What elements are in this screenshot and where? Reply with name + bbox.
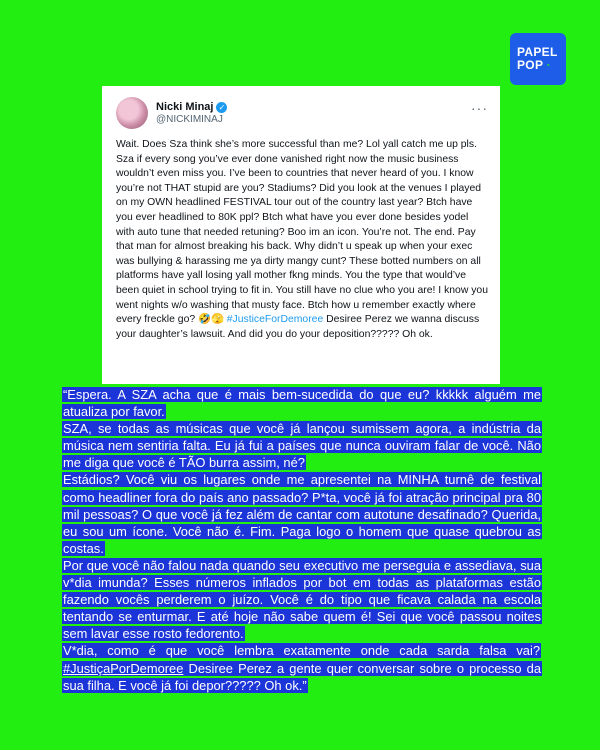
tweet-text [116, 138, 491, 342]
logo-line-pop: POP [517, 58, 544, 72]
hashtag-link[interactable]: #JusticeForDemoree [226, 314, 324, 326]
translation-text-5-end: Desiree Perez a gente quer conversar sobre o processo da sua filha. E você já foi depor????? Oh ok.” [63, 660, 541, 693]
more-options-icon[interactable]: ··· [471, 100, 488, 116]
translation-paragraph-2 [62, 420, 542, 471]
translation-hashtag: #JustiçaPorDemoree [63, 660, 184, 676]
translation-text-1: “Espera. A SZA acha que é mais bem-sucedida do que eu? kkkkk alguém me atualiza por favor. [63, 387, 541, 420]
author-handle[interactable]: @NICKIMINAJ [156, 114, 223, 125]
tweet-text-main: Wait. Does Sza think she’s more successful than me? Lol yall catch me up pls. Sza if every song you’ve ever done vanished right now the music business wouldn’t even miss you. I’ve been to countries that never heard of you. I know you’re not THAT stupid are you? Stadiums? Did you look at the venues I played on my OWN headlined FESTIVAL tour out of the country last year? Btch have you ever headlined to 80K ppl? Btch what have you ever done besides yodel with auto tune that needed retuning? Boo im an icon. You’re not. The end. Pay that man for almost breaking his back. Why didn’t u speak up when your exec was bullying & harassing me ya dirty mangy cunt? These botted numbers on all platforms have yall losing yall mother fkng minds. You the type that would’ve been quiet in school trying to fit in. You still have no clue who you are! I know you went nights w/o washing that musty face. Btch how u remember exactly where every freckle go? 🤣🫣 [116, 139, 491, 326]
translation-block [62, 386, 542, 694]
translation-paragraph-5 [62, 642, 542, 693]
logo-line-papel: PAPEL [517, 45, 558, 59]
translation-paragraph-3 [62, 471, 542, 556]
translation-paragraph-4 [62, 557, 542, 642]
translation-text-5 [62, 643, 542, 692]
translation-text-4: Por que você não falou nada quando seu executivo me perseguia e assediava, sua v*dia imunda? Esses números inflados por bot em todas as plataformas estão fazendo vocês perderem o juízo. Você é do tipo que ficava calada na escola tentando se enturmar. E até hoje não sabe quem é! Sei que você passou noites sem lavar esse rosto fedorento. [63, 557, 541, 642]
author-names [156, 101, 471, 125]
papel-pop-logo [510, 33, 566, 85]
tweet-card [102, 86, 500, 384]
tweet-header [116, 96, 488, 130]
logo-line-pop-row [517, 59, 550, 72]
signal-icon: ◔ [545, 61, 551, 70]
translation-text-5-start: V*dia, como é que você lembra exatamente onde cada sarda falsa vai? [63, 643, 540, 659]
translation-text-2: SZA, se todas as músicas que você já lançou sumissem agora, a indústria da música nem sentiria falta. Eu já fui a países que nunca ouviram falar de você. Não me diga que você é TÃO burra assim, né? [63, 421, 541, 471]
translation-paragraph-1 [62, 386, 542, 420]
tweet-text-end: Desiree Perez we wanna discuss your daughter’s lawsuit. And did you do your deposition????? Oh ok. [116, 314, 483, 340]
author-display-name[interactable]: Nicki Minaj [156, 101, 214, 113]
avatar[interactable] [116, 97, 148, 129]
verified-badge-icon: ✓ [216, 102, 227, 113]
translation-text-3: Estádios? Você viu os lugares onde me apresentei na MINHA turnê de festival como headliner fora do país ano passado? P*ta, você já foi atração principal pra 80 mil pessoas? O que você já fez além de cantar com autotune desafinado? Querida, eu sou um ícone. Você não é. Fim. Paga logo o homem que quase quebrou as costas. [63, 472, 541, 556]
name-row [156, 101, 471, 113]
